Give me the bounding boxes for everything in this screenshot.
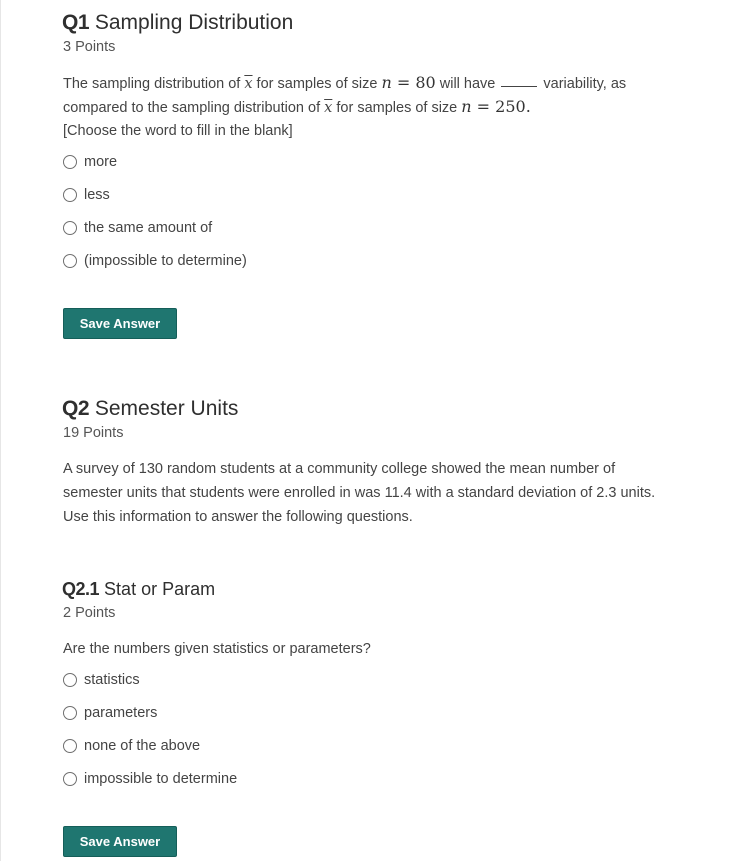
q1-prompt-text: will have <box>435 76 500 92</box>
x-bar-symbol: $\overline{x}$ <box>244 76 253 92</box>
equals-sign: = <box>391 73 416 92</box>
q2-1-title <box>62 579 215 600</box>
equals-sign: = <box>471 97 496 116</box>
radio-button-icon[interactable] <box>63 155 77 169</box>
radio-button-icon[interactable] <box>63 772 77 786</box>
q2-1-prompt: Are the numbers given statistics or parameters? <box>63 641 371 657</box>
q2-points: 19 Points <box>63 425 124 441</box>
q1-option-impossible[interactable] <box>63 253 247 269</box>
q1-number: Q1 <box>62 11 90 34</box>
q2-title-text: Semester Units <box>94 397 239 420</box>
n-variable: n <box>381 73 392 92</box>
option-label: statistics <box>84 672 140 688</box>
n-equals-250 <box>461 97 531 116</box>
radio-button-icon[interactable] <box>63 739 77 753</box>
radio-button-icon[interactable] <box>63 221 77 235</box>
radio-button-icon[interactable] <box>63 706 77 720</box>
n-equals-80 <box>381 73 435 92</box>
q1-points: 3 Points <box>63 39 116 55</box>
q2-1-option-impossible[interactable] <box>63 771 237 787</box>
q2-description-line: semester units that students were enrolled in was 11.4 with a standard deviation of 2.3 units. <box>63 485 656 501</box>
fill-in-blank <box>501 86 537 87</box>
q2-number: Q2 <box>62 397 90 420</box>
q1-prompt-text: compared to the sampling distribution of <box>63 100 325 116</box>
option-label: (impossible to determine) <box>84 253 247 269</box>
radio-button-icon[interactable] <box>63 254 77 268</box>
q1-option-less[interactable] <box>63 187 110 203</box>
option-label: more <box>84 154 118 170</box>
q1-prompt-text: variability, as <box>539 76 627 92</box>
q1-prompt-text: for samples of size <box>332 100 462 116</box>
option-label: the same amount of <box>84 220 213 236</box>
radio-button-icon[interactable] <box>63 673 77 687</box>
x-bar-symbol: $\overline{x}$ <box>324 100 333 116</box>
q1-prompt-line2 <box>63 95 531 120</box>
q2-1-points: 2 Points <box>63 605 116 621</box>
option-label: none of the above <box>84 738 201 754</box>
sample-size-250: 250 <box>495 97 526 116</box>
q2-1-option-none[interactable] <box>63 738 200 754</box>
radio-button-icon[interactable] <box>63 188 77 202</box>
q2-1-option-statistics[interactable] <box>63 672 140 688</box>
q1-prompt-line1 <box>63 71 626 96</box>
q1-prompt-text: for samples of size <box>252 76 382 92</box>
option-label: less <box>84 187 110 203</box>
q2-1-title-text: Stat or Param <box>104 579 216 599</box>
sample-size-80: 80 <box>415 73 436 92</box>
q2-description-line: A survey of 130 random students at a community college showed the mean number of <box>63 461 616 477</box>
q1-option-more[interactable] <box>63 154 117 170</box>
q1-title-text: Sampling Distribution <box>94 11 294 34</box>
q2-1-save-answer-button[interactable]: Save Answer <box>63 826 177 857</box>
q2-description-line: Use this information to answer the following questions. <box>63 509 413 525</box>
q1-title <box>62 11 293 35</box>
q1-prompt-text: The sampling distribution of <box>63 76 245 92</box>
period: . <box>525 97 531 116</box>
n-variable: n <box>461 97 472 116</box>
option-label: impossible to determine <box>84 771 238 787</box>
option-label: parameters <box>84 705 158 721</box>
q1-save-answer-button[interactable]: Save Answer <box>63 308 177 339</box>
q1-option-same[interactable] <box>63 220 212 236</box>
q2-1-number: Q2.1 <box>62 579 100 599</box>
q2-1-option-parameters[interactable] <box>63 705 157 721</box>
q2-title <box>62 397 238 421</box>
q1-instruction: [Choose the word to fill in the blank] <box>63 123 293 139</box>
